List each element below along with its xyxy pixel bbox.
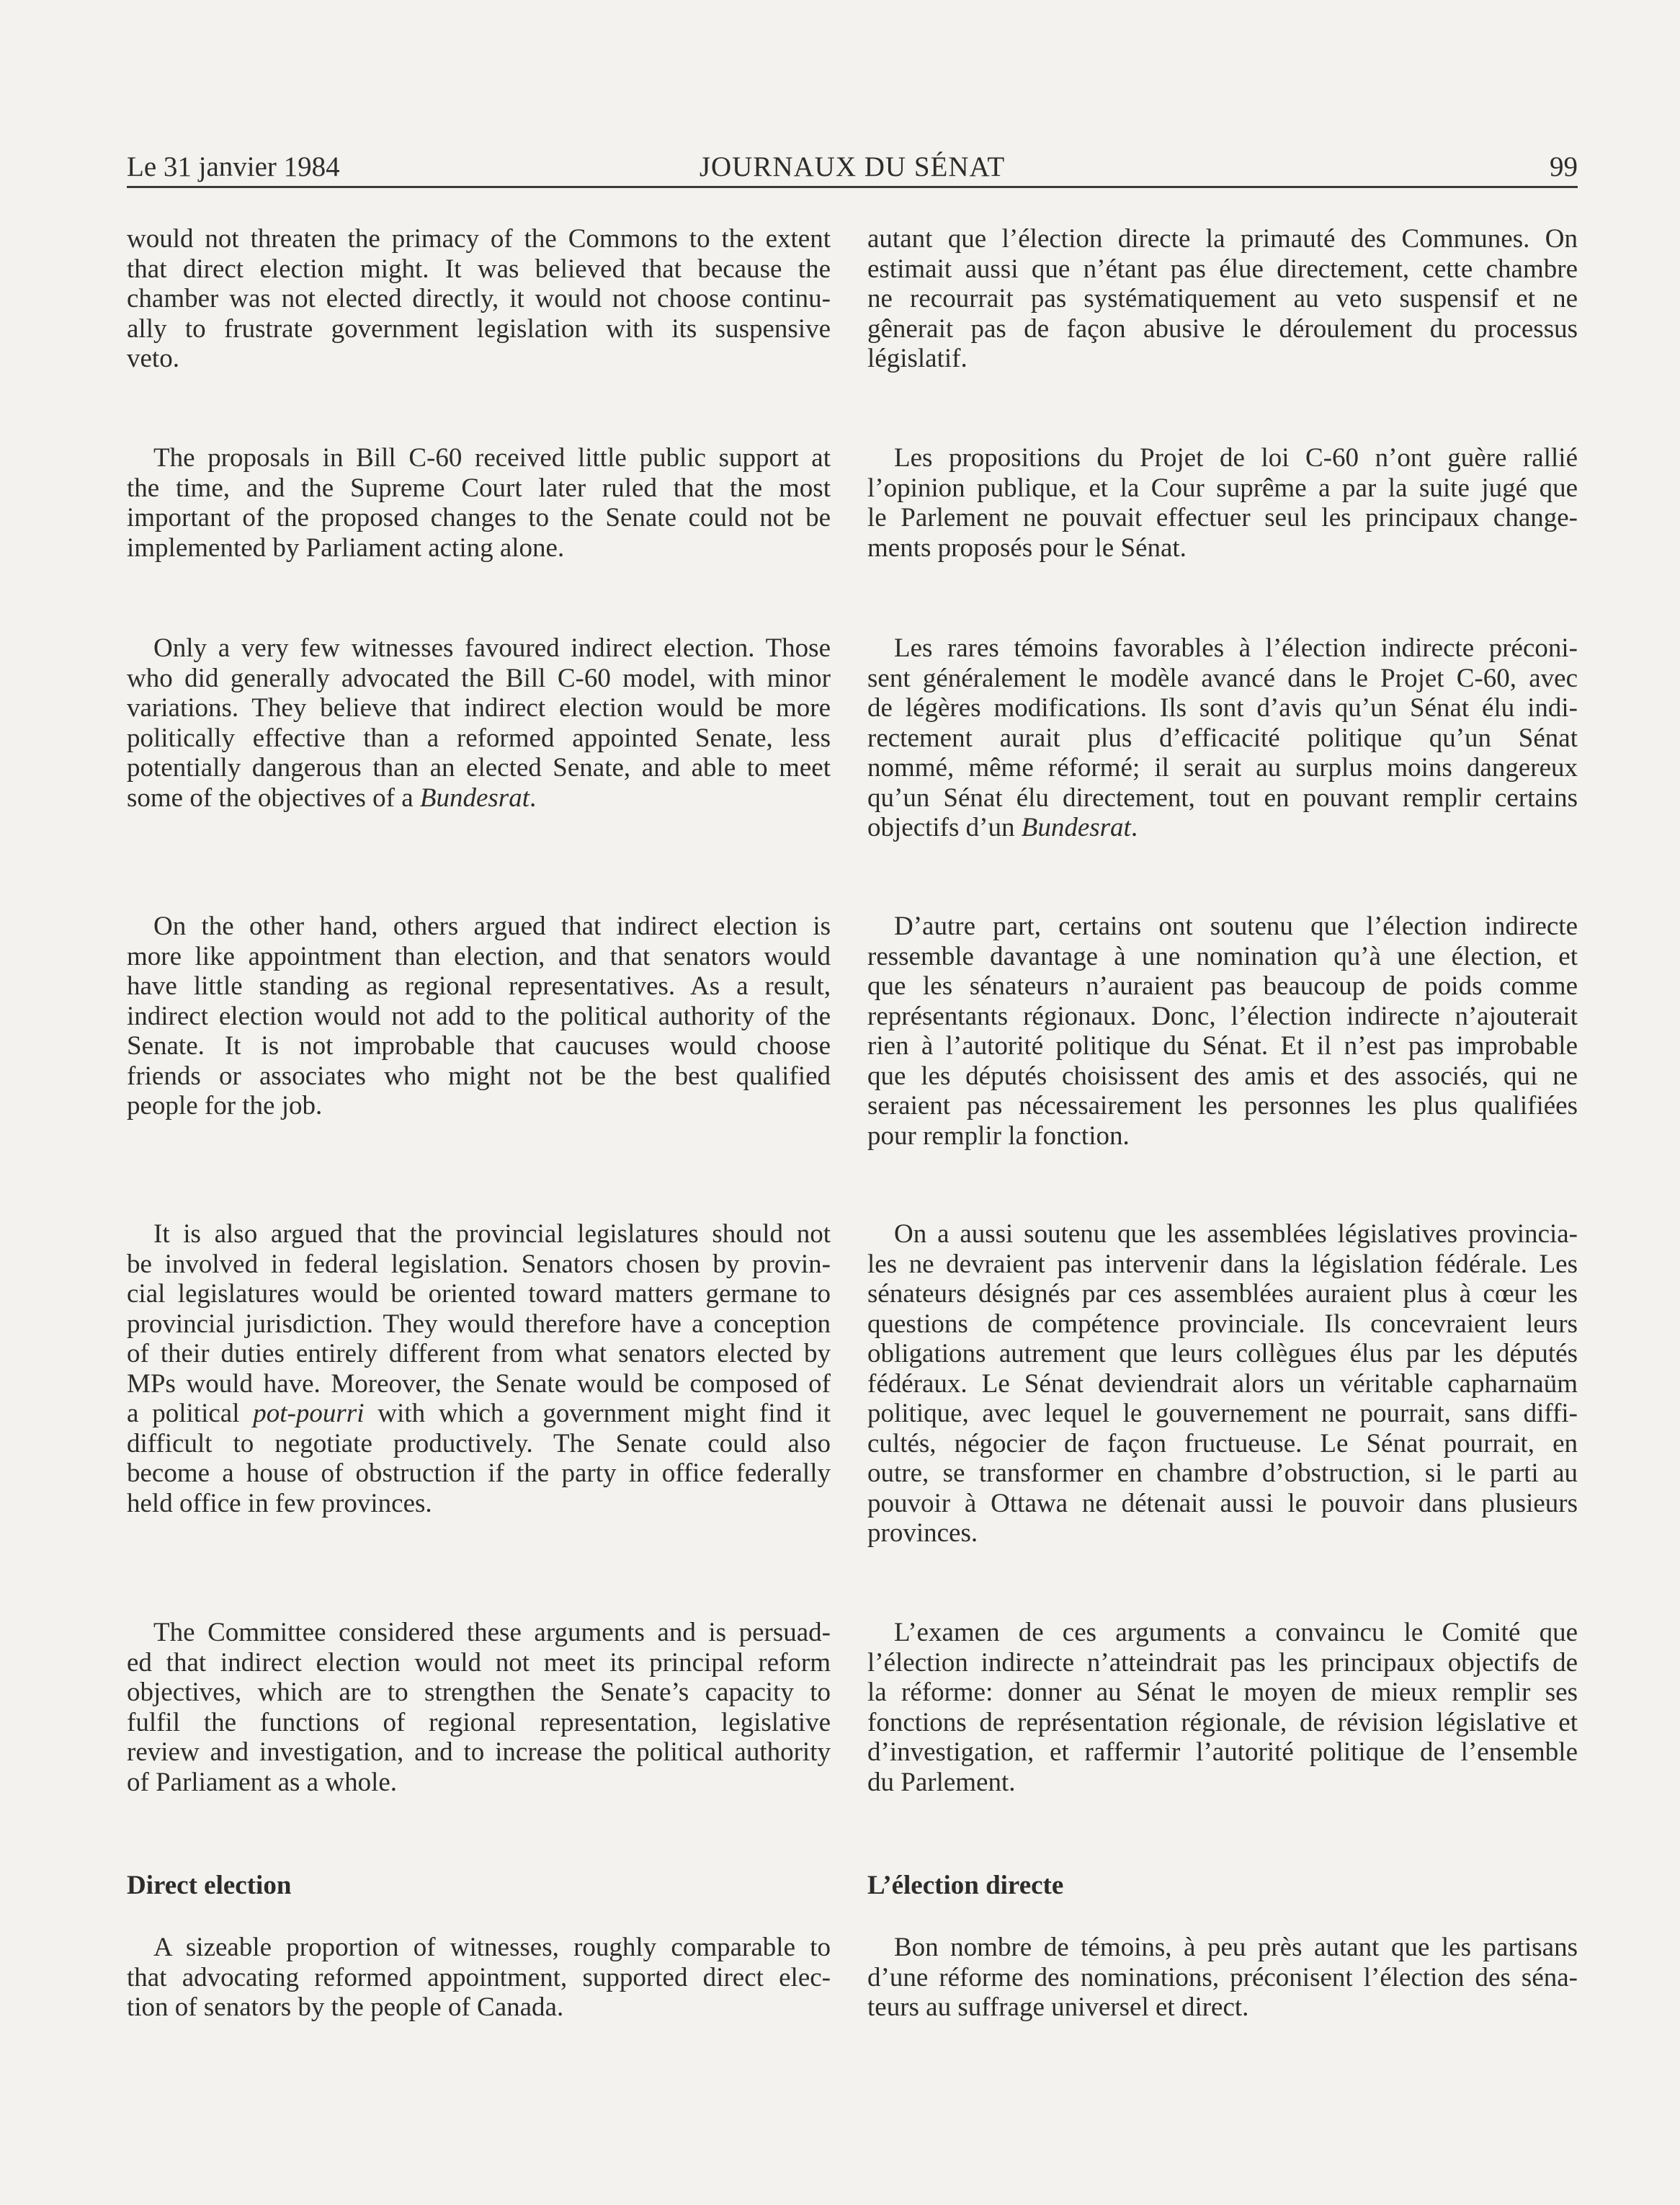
- text-line: that direct election might. It was believed that because the: [127, 254, 831, 284]
- line-text: with which a government might find it: [364, 1399, 831, 1428]
- text-line: On a aussi soutenu que les assemblées législatives provincia-: [894, 1219, 1578, 1249]
- text-line: potentially dangerous than an elected Senate, and able to meet: [127, 753, 831, 783]
- french-paragraph-2: [867, 443, 1578, 563]
- line-text: some of the objectives of a: [127, 783, 420, 813]
- text-line: seraient pas nécessairement les personnes les plus qualifiées: [867, 1091, 1578, 1121]
- text-line: people for the job.: [127, 1091, 323, 1121]
- text-line: fédéraux. Le Sénat deviendrait alors un véritable capharnaüm: [867, 1368, 1578, 1399]
- text-line: rectement aurait plus d’efficacité politique qu’un Sénat: [867, 723, 1578, 753]
- line-text: .: [1130, 813, 1138, 842]
- text-line: be involved in federal legislation. Senators chosen by provin-: [127, 1249, 831, 1279]
- text-line: rien à l’autorité politique du Sénat. Et il n’est pas improbable: [867, 1031, 1578, 1061]
- english-paragraph-7: [127, 1933, 831, 2023]
- text-line: of Parliament as a whole.: [127, 1767, 398, 1797]
- english-paragraph-1: [127, 224, 831, 374]
- text-line: that advocating reformed appointment, supported direct elec-: [127, 1962, 831, 1992]
- text-line: estimait aussi que n’étant pas élue directement, cette chambre: [867, 254, 1578, 284]
- text-line: who did generally advocated the Bill C-60 model, with minor: [127, 663, 831, 693]
- french-paragraph-1: [867, 224, 1578, 374]
- text-line: would not threaten the primacy of the Commons to the extent: [127, 224, 831, 254]
- text-line: chamber was not elected directly, it would not choose continu-: [127, 284, 831, 313]
- text-line: Les propositions du Projet de loi C-60 n’ont guère rallié: [894, 443, 1578, 473]
- english-paragraph-4: [127, 912, 831, 1121]
- text-line: cial legislatures would be oriented toward matters germane to: [127, 1279, 831, 1309]
- text-line: more like appointment than election, and that senators would: [127, 941, 831, 971]
- text-line: held office in few provinces.: [127, 1488, 432, 1518]
- text-line: que les députés choisissent des amis et des associés, qui ne: [867, 1061, 1578, 1091]
- text-line: le Parlement ne pouvait effectuer seul les principaux change-: [867, 503, 1578, 533]
- text-line: important of the proposed changes to the Senate could not be: [127, 503, 831, 533]
- text-line: outre, se transformer en chambre d’obstruction, si le parti au: [867, 1458, 1578, 1488]
- text-line: représentants régionaux. Donc, l’élection indirecte n’ajouterait: [867, 1001, 1578, 1031]
- italic-term: Bundesrat: [1021, 813, 1131, 842]
- text-line: gênerait pas de façon abusive le déroulement du processus: [867, 313, 1578, 344]
- text-line: questions de compétence provinciale. Ils concevraient leurs: [867, 1309, 1578, 1339]
- italic-term: pot-pourri: [253, 1399, 365, 1428]
- text-line: Only a very few witnesses favoured indirect election. Those: [153, 633, 831, 663]
- text-line: ments proposés pour le Sénat.: [867, 533, 1187, 563]
- text-line: The Committee considered these arguments and is persuad-: [153, 1618, 831, 1647]
- french-paragraph-3: [867, 633, 1578, 843]
- text-line: D’autre part, certains ont soutenu que l’élection indirecte: [894, 912, 1578, 941]
- text-line: review and investigation, and to increase the political authority: [127, 1737, 831, 1767]
- text-line: It is also argued that the provincial legislatures should not: [153, 1219, 831, 1249]
- line-text: a political: [127, 1399, 254, 1428]
- english-paragraph-3: [127, 633, 831, 813]
- text-line: objectives, which are to strengthen the Senate’s capacity to: [127, 1678, 831, 1707]
- text-line: indirect election would not add to the political authority of the: [127, 1001, 831, 1031]
- text-line: ally to frustrate government legislation with its suspensive: [127, 313, 831, 344]
- text-line: autant que l’élection directe la primauté des Communes. On: [867, 224, 1578, 254]
- text-line: On the other hand, others argued that indirect election is: [153, 912, 831, 941]
- english-paragraph-2: [127, 443, 831, 563]
- text-line: obligations autrement que leurs collègues élus par les députés: [867, 1339, 1578, 1368]
- english-paragraph-5: [127, 1219, 831, 1518]
- text-line: ed that indirect election would not meet its principal reform: [127, 1647, 831, 1678]
- text-line: the time, and the Supreme Court later ruled that the most: [127, 473, 831, 503]
- text-line: nommé, même réformé; il serait au surplus moins dangereux: [867, 753, 1578, 783]
- text-line: Senate. It is not improbable that caucuses would choose: [127, 1031, 831, 1061]
- text-line: d’une réforme des nominations, préconisent l’élection des séna-: [867, 1962, 1578, 1992]
- text-line: l’élection indirecte n’atteindrait pas les principaux objectifs de: [867, 1647, 1578, 1678]
- text-line: implemented by Parliament acting alone.: [127, 533, 565, 563]
- text-line: la réforme: donner au Sénat le moyen de mieux remplir ses: [867, 1678, 1578, 1707]
- text-line: l’opinion publique, et la Cour suprême a par la suite jugé que: [867, 473, 1578, 503]
- text-line: politically effective than a reformed appointed Senate, less: [127, 723, 831, 753]
- line-text: objectifs d’un: [867, 813, 1022, 842]
- text-line: A sizeable proportion of witnesses, roughly comparable to: [153, 1933, 831, 1962]
- line-text: .: [529, 783, 537, 813]
- french-paragraph-7: [867, 1933, 1578, 2023]
- text-line: The proposals in Bill C-60 received little public support at: [153, 443, 831, 473]
- text-line: L’examen de ces arguments a convaincu le Comité que: [894, 1618, 1578, 1647]
- header-page-number: 99: [1550, 151, 1578, 182]
- text-line: of their duties entirely different from what senators elected by: [127, 1339, 831, 1368]
- text-line: variations. They believe that indirect election would be more: [127, 693, 831, 723]
- text-line: ressemble davantage à une nomination qu’à une élection, et: [867, 941, 1578, 971]
- text-line: difficult to negotiate productively. The Senate could also: [127, 1428, 831, 1458]
- section-heading-election-directe: L’élection directe: [867, 1871, 1064, 1900]
- header-rule: [127, 186, 1578, 188]
- text-line: d’investigation, et raffermir l’autorité politique de l’ensemble: [867, 1737, 1578, 1767]
- text-line: [867, 813, 1578, 843]
- text-line: de légères modifications. Ils sont d’avis qu’un Sénat élu indi-: [867, 693, 1578, 723]
- text-line: du Parlement.: [867, 1767, 1016, 1797]
- section-heading-direct-election: Direct election: [127, 1871, 292, 1900]
- text-line: fonctions de représentation régionale, de révision législative et: [867, 1707, 1578, 1737]
- text-line: MPs would have. Moreover, the Senate would be composed of: [127, 1368, 831, 1399]
- text-line: Les rares témoins favorables à l’élection indirecte préconi-: [894, 633, 1578, 663]
- text-line: become a house of obstruction if the party in office federally: [127, 1458, 831, 1488]
- text-line: Bon nombre de témoins, à peu près autant que les partisans: [894, 1933, 1578, 1962]
- text-line: fulfil the functions of regional representation, legislative: [127, 1707, 831, 1737]
- page-header: [127, 151, 1578, 183]
- french-paragraph-4: [867, 912, 1578, 1151]
- text-line: have little standing as regional representatives. As a result,: [127, 971, 831, 1001]
- text-line: ne recourrait pas systématiquement au veto suspensif et ne: [867, 284, 1578, 313]
- text-line: cultés, négocier de façon fructueuse. Le Sénat pourrait, en: [867, 1428, 1578, 1458]
- header-title: JOURNAUX DU SÉNAT: [699, 151, 1006, 182]
- text-line: provincial jurisdiction. They would therefore have a conception: [127, 1309, 831, 1339]
- text-line: tion of senators by the people of Canada.: [127, 1992, 564, 2022]
- english-paragraph-6: [127, 1618, 831, 1797]
- french-paragraph-6: [867, 1618, 1578, 1797]
- italic-term: Bundesrat: [419, 783, 530, 813]
- text-line: sent généralement le modèle avancé dans le Projet C-60, avec: [867, 663, 1578, 693]
- text-line: législatif.: [867, 344, 968, 373]
- text-line: que les sénateurs n’auraient pas beaucoup de poids comme: [867, 971, 1578, 1001]
- text-line: politique, avec lequel le gouvernement ne pourrait, sans diffi-: [867, 1399, 1578, 1428]
- text-line: pour remplir la fonction.: [867, 1121, 1130, 1151]
- text-line: friends or associates who might not be the best qualified: [127, 1061, 831, 1091]
- text-line: qu’un Sénat élu directement, tout en pouvant remplir certains: [867, 783, 1578, 813]
- text-line: teurs au suffrage universel et direct.: [867, 1992, 1249, 2022]
- text-line: les ne devraient pas intervenir dans la législation fédérale. Les: [867, 1249, 1578, 1279]
- text-line: sénateurs désignés par ces assemblées auraient plus à cœur les: [867, 1279, 1578, 1309]
- french-paragraph-5: [867, 1219, 1578, 1549]
- header-date: Le 31 janvier 1984: [127, 151, 340, 182]
- text-line: provinces.: [867, 1518, 978, 1548]
- text-line: [127, 1399, 831, 1429]
- text-line: veto.: [127, 344, 179, 373]
- text-line: pouvoir à Ottawa ne détenait aussi le pouvoir dans plusieurs: [867, 1488, 1578, 1518]
- text-line: [127, 783, 831, 814]
